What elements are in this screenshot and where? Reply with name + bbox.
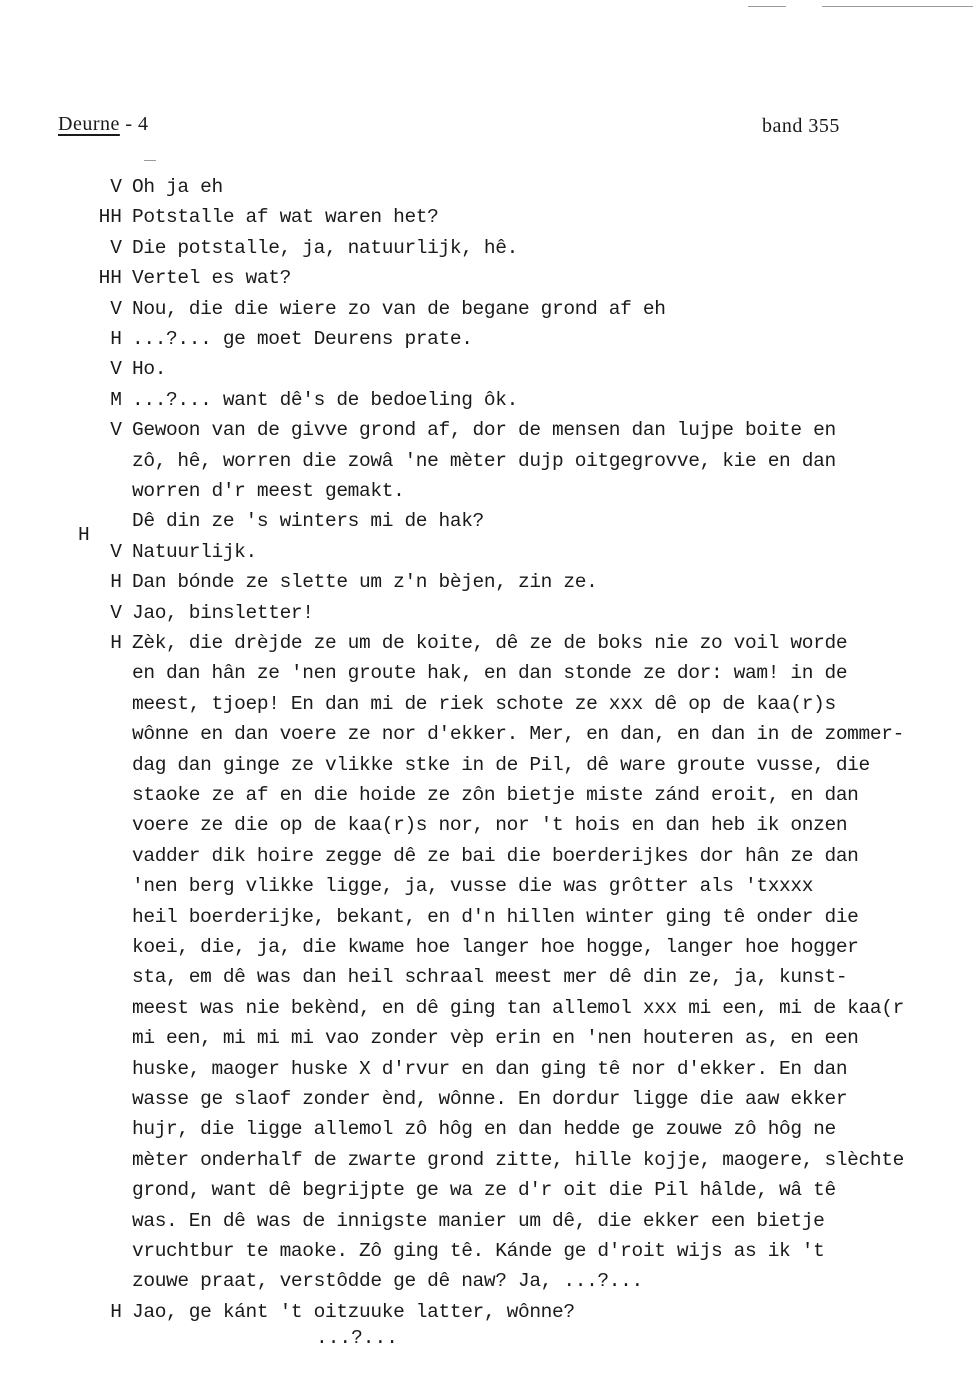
transcript-line: Die potstalle, ja, natuurlijk, hê. [132,236,518,259]
header-place: Deurne [58,113,120,135]
page-header-location [58,113,149,136]
speaker-label: V [110,601,122,624]
transcript-line: was. En dê was de innigste manier um dê, die ekker een bietje [132,1209,825,1232]
speaker-label: V [110,176,122,198]
transcript-line: huske, maoger huske X d'rvur en dan ging tê nor d'ekker. En dan [132,1057,848,1080]
speaker-label: V [110,236,122,259]
transcript-line: voere ze die op de kaa(r)s nor, nor 't hois en dan heb ik onzen [132,814,848,837]
speaker-label: M [110,388,122,411]
transcript-line: Jao, binsletter! [132,601,314,624]
transcript-line: vruchtbur te maoke. Zô ging tê. Kánde ge d'roit wijs as ik 't [132,1240,825,1262]
speaker-label: H [110,1300,122,1323]
top-rule-right [822,6,973,7]
transcript-line: Potstalle af wat waren het? [132,206,439,229]
transcript-line: meest was nie bekènd, en dê ging tan allemol xxx mi een, mi de kaa(r [132,996,904,1019]
top-rule-left [748,6,786,7]
transcript-line: grond, want dê begrijpte ge wa ze d'r oit die Pil hâlde, wâ tê [132,1179,836,1202]
transcript-line: Nou, die die wiere zo van de begane grond af eh [132,297,666,320]
page-header-band: band 355 [762,115,840,137]
transcript-line: wônne en dan voere ze nor d'ekker. Mer, en dan, en dan in de zommer- [132,723,904,746]
transcript-line: Natuurlijk. [132,540,257,563]
transcript-line: Jao, ge kánt 't oitzuuke latter, wônne? [132,1300,575,1323]
transcript-line: Oh ja eh [132,176,223,198]
speaker-label: V [110,419,122,442]
transcript-line: heil boerderijke, bekant, en d'n hillen winter ging tê onder die [132,905,859,928]
speaker-label: HH [98,267,122,290]
transcript-line: Dê din ze 's winters mi de hak? [132,510,484,533]
transcript-line: wasse ge slaof zonder ènd, wônne. En dordur ligge die aaw ekker [132,1088,848,1110]
transcript-line: ...?... ge moet Deurens prate. [132,328,473,350]
transcript-line: ...?... want dê's de bedoeling ôk. [132,388,518,411]
transcript-line: hujr, die ligge allemol zô hôg en dan hedde ge zouwe zô hôg ne [132,1118,836,1141]
transcript-line: meest, tjoep! En dan mi de riek schote ze xxx dê op de kaa(r)s [132,692,836,715]
closing-ellipsis: ...?... [316,1327,398,1349]
stray-speaker-label: H [78,524,90,546]
transcript-line: 'nen berg vlikke ligge, ja, vusse die was grôtter als 'txxxx [132,875,814,898]
transcript-line: worren d'r meest gemakt. [132,480,405,502]
speaker-label: H [110,571,122,594]
transcript-line: mèter onderhalf de zwarte grond zitte, hille kojje, maogere, slèchte [132,1148,904,1171]
transcript-line: koei, die, ja, die kwame hoe langer hoe hogge, langer hoe hogger [132,936,859,958]
transcript-line: vadder dik hoire zegge dê ze bai die boerderijkes dor hân ze dan [132,844,859,867]
speaker-label: V [110,540,122,563]
transcript-line: zouwe praat, verstôdde ge dê naw? Ja, ...?... [132,1270,643,1293]
speaker-label: V [110,358,122,381]
transcript-line: dag dan ginge ze vlikke stke in de Pil, dê ware groute vusse, die [132,753,870,776]
speaker-label: V [110,297,122,320]
transcript-line: staoke ze af en die hoide ze zôn bietje miste zánd eroit, en dan [132,784,859,806]
transcript-line: zô, hê, worren die zowâ 'ne mèter dujp oitgegrovve, kie en dan [132,449,836,472]
dash-mark [144,160,156,161]
speaker-label: HH [98,206,122,229]
transcript-line: sta, em dê was dan heil schraal meest mer dê din ze, ja, kunst- [132,966,848,989]
transcript-line: Ho. [132,358,167,381]
speaker-label: H [110,328,122,350]
transcript-line: en dan hân ze 'nen groute hak, en dan stonde ze dor: wam! in de [132,662,848,685]
transcript-line: Zèk, die drèjde ze um de koite, dê ze de boks nie zo voil worde [132,632,848,654]
header-page-number: - 4 [119,113,149,135]
transcript-line: Gewoon van de givve grond af, dor de mensen dan lujpe boite en [132,419,836,442]
transcript-line: Dan bónde ze slette um z'n bèjen, zin ze. [132,571,598,594]
transcript-line: Vertel es wat? [132,267,291,290]
transcript-line: mi een, mi mi mi vao zonder vèp erin en 'nen houteren as, en een [132,1027,859,1050]
speaker-label: H [110,632,122,654]
